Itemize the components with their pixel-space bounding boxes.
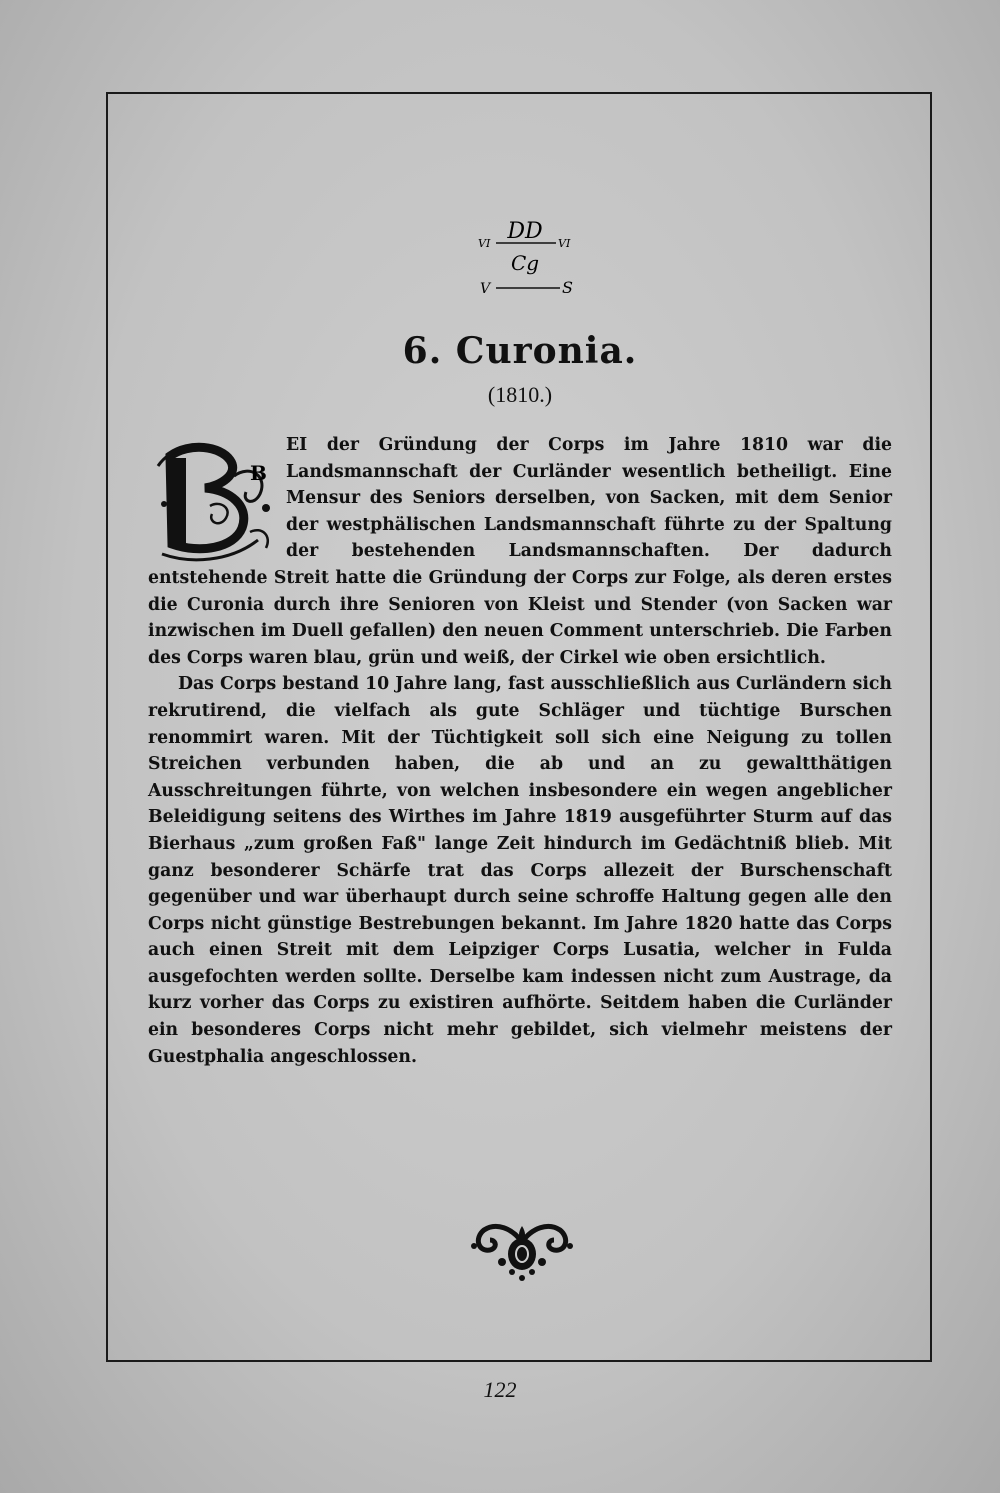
- fleuron-icon: [466, 1212, 578, 1284]
- cipher-mid: Cg: [510, 251, 540, 275]
- cipher-top: DD: [507, 219, 543, 244]
- initial-letter: B: [250, 461, 267, 485]
- article-body: [148, 432, 892, 1070]
- cipher-right: VI: [558, 237, 571, 250]
- paragraph-2: Das Corps bestand 10 Jahre lang, fast ausschließlich aus Curländern sich rekrutirend, die vielfach als gute Schläger und tüchtige Burschen renommirt waren. Mit der Tüchtigkeit soll sich eine Neigung zu tollen Streichen verbunden haben, die ab und an zu gewaltthätigen Ausschreitungen führte, von welchen insbesondere ein wegen angeblicher Beleidigung seitens des Wirthes im Jahre 1819 ausgeführter Sturm auf das Bierhaus „zum großen Faß" lange Zeit hindurch im Gedächtniß blieb. Mit ganz besonderer Schärfe trat das Corps allezeit der Burschenschaft gegenüber und war überhaupt durch seine schroffe Haltung gegen alle den Corps nicht günstige Bestrebungen bekannt. Im Jahre 1820 hatte das Corps auch einen Streit mit dem Leipziger Corps Lusatia, welcher in Fulda ausgefochten werden sollte. Derselbe kam indessen nicht zum Austrage, da kurz vorher das Corps zu existiren aufhörte. Seitdem haben die Curländer ein besonderes Corps nicht mehr gebildet, sich vielmehr meistens der Guestphalia angeschlossen.: [148, 674, 892, 1067]
- page-number: 122: [483, 1377, 517, 1402]
- cipher-bottom-right: S: [562, 278, 573, 296]
- cipher-bottom-left: V: [480, 281, 491, 296]
- corps-cipher: [470, 214, 580, 296]
- founding-year: (1810.): [487, 382, 553, 407]
- cipher-monogram-icon: [470, 214, 580, 296]
- tailpiece-ornament: [466, 1212, 578, 1284]
- paragraph-1: EI der Gründung der Corps im Jahre 1810 war die Landsmannschaft der Curländer wesentlich betheiligt. Eine Mensur des Seniors derselben, von Sacken, mit dem Senior der westphälischen Landsmannschaft führte zu der Spaltung der bestehenden Landsmannschaften. Der dadurch entstehende Streit hatte die Gründung der Corps zur Folge, als deren erstes die Curonia durch ihre Senioren von Kleist und Stender (von Sacken war inzwischen im Duell gefallen) den neuen Comment unterschrieb. Die Farben des Corps waren blau, grün und weiß, der Cirkel wie oben ersichtlich.: [148, 435, 892, 668]
- cipher-left: VI: [478, 237, 491, 250]
- chapter-title: 6. Curonia.: [402, 330, 638, 372]
